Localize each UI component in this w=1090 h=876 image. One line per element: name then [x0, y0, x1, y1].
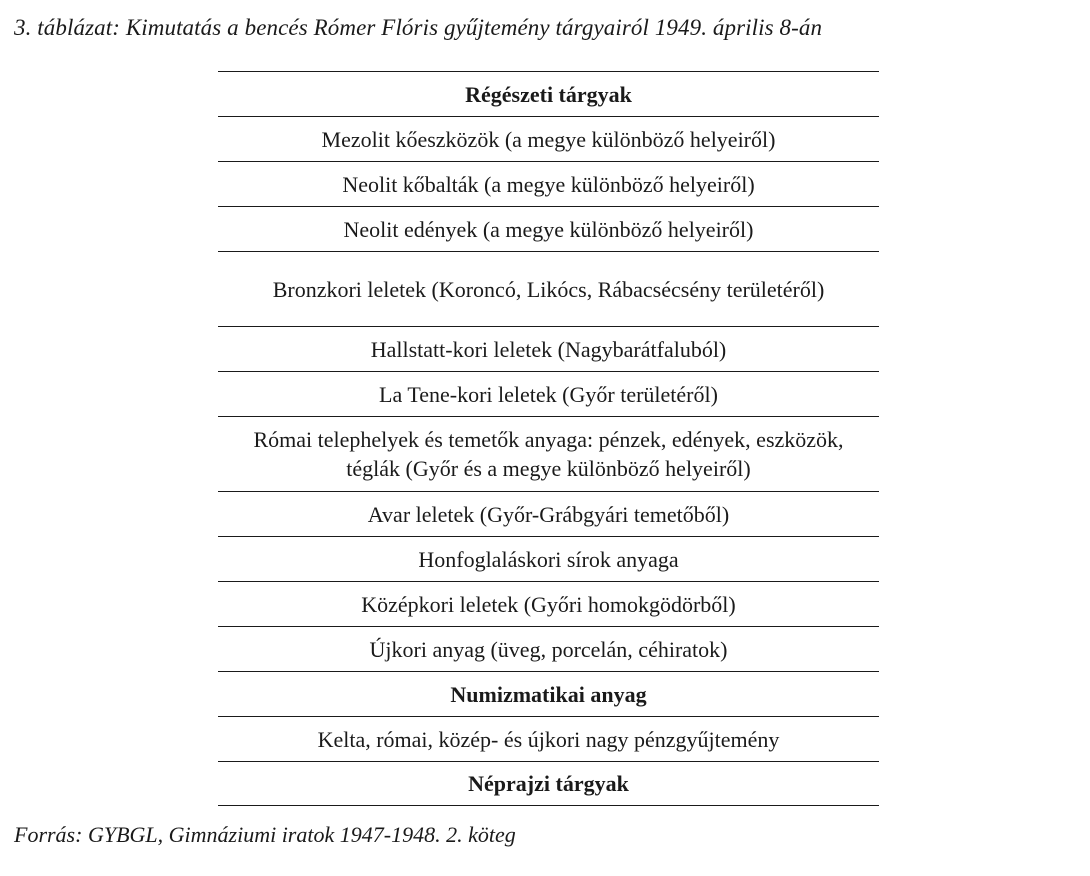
table-row: Mezolit kőeszközök (a megye különböző helyeiről) — [218, 116, 879, 161]
section-header-numismatics: Numizmatikai anyag — [218, 671, 879, 716]
table-row: La Tene-kori leletek (Győr területéről) — [218, 371, 879, 416]
table-row: Római telephelyek és temetők anyaga: pénzek, edények, eszközök, téglák (Győr és a megye különböző helyeiről) — [218, 416, 879, 491]
table-caption: 3. táblázat: Kimutatás a bencés Rómer Flóris gyűjtemény tárgyairól 1949. április 8-án — [14, 15, 823, 40]
source-note: Forrás: GYBGL, Gimnáziumi iratok 1947-1948. 2. köteg — [14, 822, 516, 847]
table-row: Középkori leletek (Győri homokgödörből) — [218, 581, 879, 626]
table-row: Hallstatt-kori leletek (Nagybarátfaluból) — [218, 326, 879, 371]
table-row: Újkori anyag (üveg, porcelán, céhiratok) — [218, 626, 879, 671]
table-row: Honfoglaláskori sírok anyaga — [218, 536, 879, 581]
collection-table — [218, 71, 879, 806]
table-row: Neolit edények (a megye különböző helyeiről) — [218, 206, 879, 251]
table-row: Kelta, római, közép- és újkori nagy pénzgyűjtemény — [218, 716, 879, 761]
section-header-ethnography: Néprajzi tárgyak — [218, 761, 879, 806]
table-row: Avar leletek (Győr-Grábgyári temetőből) — [218, 491, 879, 536]
table-row: Neolit kőbalták (a megye különböző helyeiről) — [218, 161, 879, 206]
table-row: Bronzkori leletek (Koroncó, Likócs, Rábacsécsény területéről) — [218, 251, 879, 326]
section-header-archaeology: Régészeti tárgyak — [218, 71, 879, 116]
